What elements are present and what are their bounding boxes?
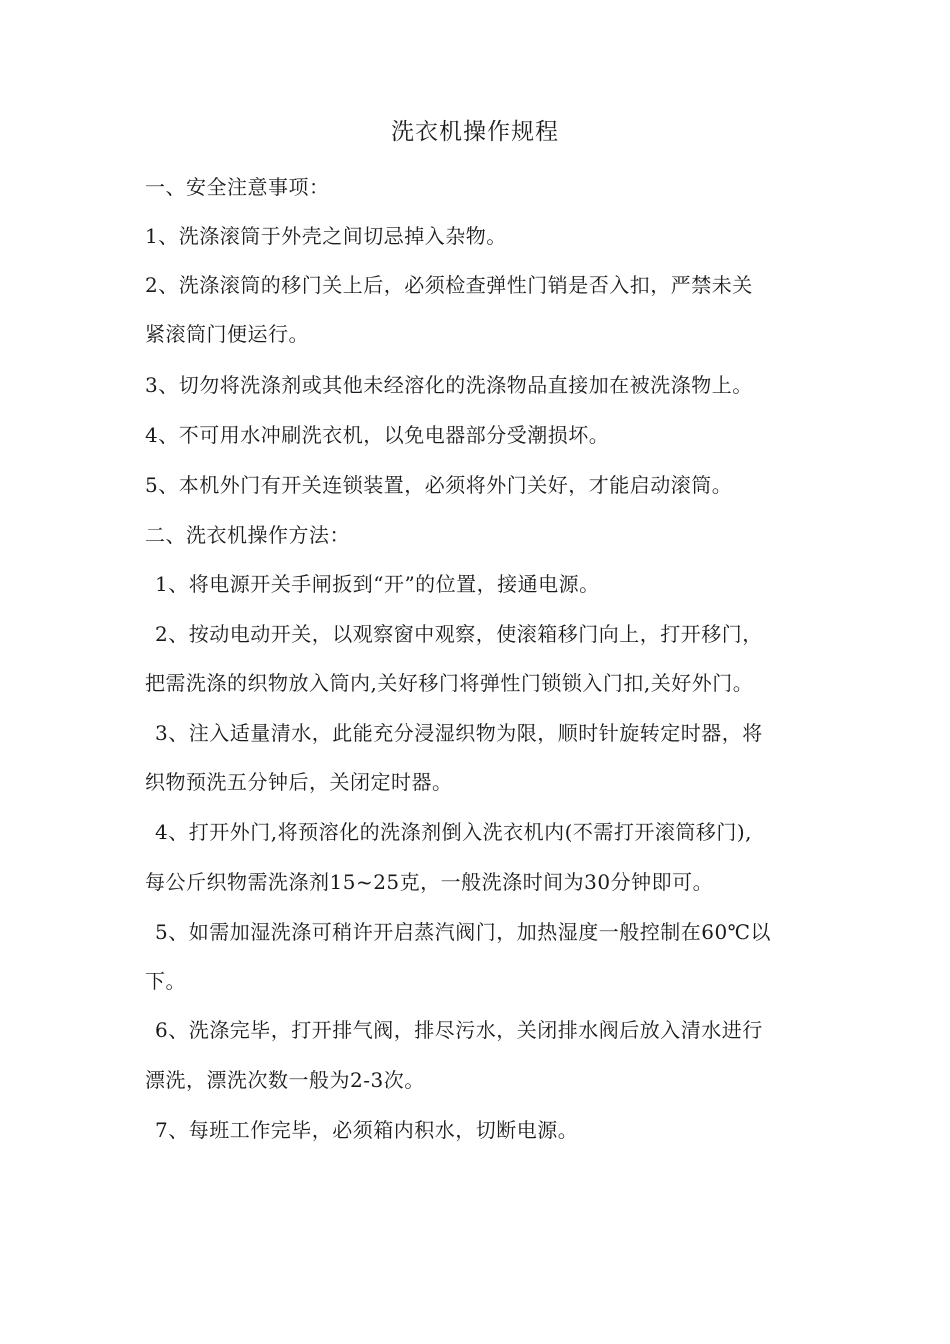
paragraph-line: 每公斤织物需洗涤剂15~25克，一般洗涤时间为30分钟即可。 [145, 870, 714, 894]
paragraph-line: 漂洗，漂洗次数一般为2-3次。 [145, 1068, 425, 1092]
section-heading-safety: 一、安全注意事项： [145, 175, 330, 199]
paragraph-line: 4、打开外门,将预溶化的洗涤剂倒入洗衣机内(不需打开滚筒移门), [155, 820, 753, 844]
paragraph-line: 5、如需加湿洗涤可稍许开启蒸汽阀门，加热湿度一般控制在60℃以 [155, 920, 772, 944]
paragraph-line: 4、不可用水冲刷洗衣机，以免电器部分受潮损坏。 [145, 423, 610, 447]
paragraph-line: 把需洗涤的织物放入筒内,关好移门将弹性门锁锁入门扣,关好外门。 [145, 671, 754, 695]
paragraph-line: 织物预洗五分钟后，关闭定时器。 [145, 770, 453, 794]
paragraph-line: 1、洗涤滚筒于外壳之间切忌掉入杂物。 [145, 224, 507, 248]
section-heading-operation: 二、洗衣机操作方法： [145, 523, 350, 547]
paragraph-line: 2、洗涤滚筒的移门关上后，必须检查弹性门销是否入扣，严禁未关 [145, 273, 753, 297]
paragraph-line: 6、洗涤完毕，打开排气阀，排尽污水，关闭排水阀后放入清水进行 [155, 1018, 763, 1042]
paragraph-line: 2、按动电动开关，以观察窗中观察，使滚箱移门向上，打开移门， [155, 622, 763, 646]
paragraph-line: 3、注入适量清水，此能充分浸湿织物为限，顺时针旋转定时器，将 [155, 721, 763, 745]
paragraph-line: 紧滚筒门便运行。 [145, 322, 309, 346]
paragraph-line: 5、本机外门有开关连锁装置，必须将外门关好，才能启动滚筒。 [145, 473, 733, 497]
paragraph-line: 下。 [145, 969, 186, 993]
document-title: 洗衣机操作规程 [391, 119, 559, 145]
paragraph-line: 7、每班工作完毕，必须箱内积水，切断电源。 [155, 1118, 579, 1142]
paragraph-line: 1、将电源开关手闸扳到“开”的位置，接通电源。 [155, 572, 600, 596]
paragraph-line: 3、切勿将洗涤剂或其他未经溶化的洗涤物品直接加在被洗涤物上。 [145, 373, 753, 397]
